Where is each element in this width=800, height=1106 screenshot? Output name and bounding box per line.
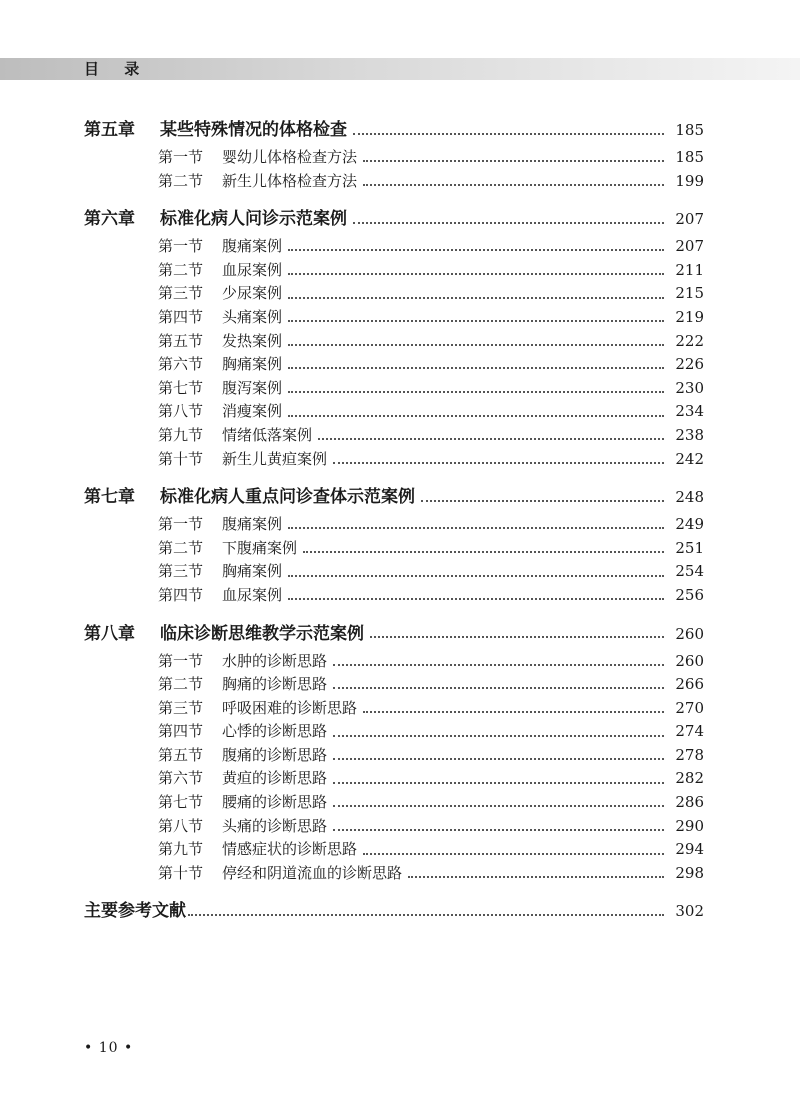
section-title: 腹痛案例	[222, 237, 283, 256]
leader-dots	[370, 635, 664, 638]
section-number: 第一节	[158, 651, 204, 670]
section-entry[interactable]	[84, 584, 704, 608]
section-page: 270	[675, 698, 704, 717]
section-number: 第二节	[158, 171, 204, 190]
section-entry[interactable]	[84, 235, 704, 259]
references-page: 302	[675, 902, 704, 921]
leader-dots	[333, 757, 664, 760]
leader-dots	[333, 828, 664, 831]
section-page: 254	[675, 562, 704, 581]
section-entry[interactable]	[84, 306, 704, 330]
section-page: 294	[675, 840, 704, 859]
section-entry[interactable]	[84, 744, 704, 768]
chapter-page: 248	[675, 488, 704, 507]
section-page: 282	[675, 769, 704, 788]
section-title: 胸痛案例	[222, 562, 283, 581]
section-number: 第四节	[158, 585, 204, 604]
section-title: 头痛的诊断思路	[222, 816, 328, 835]
section-entry[interactable]	[84, 170, 704, 194]
section-title: 新生儿体格检查方法	[222, 171, 358, 190]
leader-dots	[333, 734, 664, 737]
section-title: 胸痛案例	[222, 355, 283, 374]
leader-dots	[363, 852, 664, 855]
section-number: 第三节	[158, 562, 204, 581]
leader-dots	[303, 550, 664, 553]
leader-dots	[408, 875, 664, 878]
section-title: 胸痛的诊断思路	[222, 675, 328, 694]
section-number: 第六节	[158, 355, 204, 374]
table-of-contents	[84, 116, 704, 927]
section-title: 情感症状的诊断思路	[222, 840, 358, 859]
section-number: 第二节	[158, 260, 204, 279]
section-page: 278	[675, 745, 704, 764]
section-page: 298	[675, 863, 704, 882]
section-entry[interactable]	[84, 330, 704, 354]
section-entry[interactable]	[84, 377, 704, 401]
section-title: 腰痛的诊断思路	[222, 793, 328, 812]
chapter-entry[interactable]	[84, 620, 704, 648]
section-title: 头痛案例	[222, 307, 283, 326]
leader-dots	[288, 248, 664, 251]
section-entry[interactable]	[84, 424, 704, 448]
leader-dots	[288, 574, 664, 577]
section-number: 第七节	[158, 378, 204, 397]
section-title: 少尿案例	[222, 284, 283, 303]
leader-dots	[333, 461, 664, 464]
chapter-page: 185	[675, 121, 704, 139]
section-number: 第六节	[158, 769, 204, 788]
section-number: 第一节	[158, 148, 204, 166]
section-page: 222	[675, 331, 704, 350]
leader-dots	[288, 319, 664, 322]
chapter-page: 260	[675, 624, 704, 643]
section-title: 情绪低落案例	[222, 425, 313, 444]
section-title: 发热案例	[222, 331, 283, 350]
section-title: 停经和阴道流血的诊断思路	[222, 863, 403, 882]
section-entry[interactable]	[84, 838, 704, 862]
section-page: 251	[675, 538, 704, 557]
section-title: 心悸的诊断思路	[222, 722, 328, 741]
section-title: 呼吸困难的诊断思路	[222, 698, 358, 717]
section-page: 211	[675, 260, 704, 279]
leader-dots	[288, 526, 664, 529]
section-entry[interactable]	[84, 862, 704, 886]
section-entry[interactable]	[84, 513, 704, 537]
leader-dots	[288, 597, 664, 600]
section-page: 199	[675, 171, 704, 190]
section-title: 消瘦案例	[222, 402, 283, 421]
leader-dots	[363, 710, 664, 713]
page-header-title: 目 录	[84, 60, 150, 78]
chapter-entry[interactable]	[84, 205, 704, 233]
page-number: • 10 •	[84, 1040, 134, 1056]
leader-dots	[333, 781, 664, 784]
chapter-entry[interactable]	[84, 116, 704, 144]
section-number: 第一节	[158, 515, 204, 534]
section-entry[interactable]	[84, 146, 704, 170]
section-entry[interactable]	[84, 650, 704, 674]
section-entry[interactable]	[84, 448, 704, 472]
section-entry[interactable]	[84, 282, 704, 306]
leader-dots	[288, 343, 664, 346]
section-number: 第九节	[158, 425, 204, 444]
leader-dots	[288, 366, 664, 369]
section-number: 第四节	[158, 307, 204, 326]
section-title: 新生儿黄疸案例	[222, 449, 328, 468]
leader-dots	[188, 913, 664, 916]
section-entry[interactable]	[84, 537, 704, 561]
leader-dots	[333, 804, 664, 807]
leader-dots	[353, 221, 664, 224]
section-page: 226	[675, 355, 704, 374]
section-page: 242	[675, 449, 704, 468]
chapter-block	[84, 205, 704, 471]
leader-dots	[288, 390, 664, 393]
section-page: 274	[675, 722, 704, 741]
section-page: 256	[675, 585, 704, 604]
chapter-number: 第七章	[84, 487, 135, 508]
section-title: 水肿的诊断思路	[222, 651, 328, 670]
chapter-entry[interactable]	[84, 483, 704, 511]
section-number: 第三节	[158, 284, 204, 303]
section-entry[interactable]	[84, 697, 704, 721]
chapter-block	[84, 116, 704, 193]
references-entry[interactable]	[84, 897, 704, 925]
section-number: 第五节	[158, 331, 204, 350]
section-number: 第九节	[158, 840, 204, 859]
chapter-title: 临床诊断思维教学示范案例	[160, 623, 364, 644]
section-entry[interactable]	[84, 791, 704, 815]
chapter-page: 207	[675, 210, 704, 229]
section-page: 286	[675, 793, 704, 812]
leader-dots	[421, 499, 664, 502]
section-entry[interactable]	[84, 720, 704, 744]
section-page: 219	[675, 307, 704, 326]
section-page: 230	[675, 378, 704, 397]
section-number: 第四节	[158, 722, 204, 741]
leader-dots	[363, 159, 664, 162]
leader-dots	[363, 183, 664, 186]
section-title: 血尿案例	[222, 585, 283, 604]
section-title: 下腹痛案例	[222, 538, 298, 557]
chapter-title: 标准化病人重点问诊查体示范案例	[160, 487, 415, 508]
section-number: 第一节	[158, 237, 204, 256]
section-number: 第五节	[158, 745, 204, 764]
leader-dots	[288, 296, 664, 299]
chapter-block	[84, 620, 704, 886]
leader-dots	[333, 686, 664, 689]
section-title: 腹痛案例	[222, 515, 283, 534]
section-page: 238	[675, 425, 704, 444]
section-number: 第十节	[158, 449, 204, 468]
section-number: 第三节	[158, 698, 204, 717]
section-number: 第八节	[158, 816, 204, 835]
section-entry[interactable]	[84, 560, 704, 584]
chapter-number: 第八章	[84, 623, 135, 644]
section-page: 185	[675, 148, 704, 166]
section-entry[interactable]	[84, 400, 704, 424]
section-entry[interactable]	[84, 767, 704, 791]
section-number: 第七节	[158, 793, 204, 812]
leader-dots	[318, 437, 664, 440]
section-page: 215	[675, 284, 704, 303]
references-title: 主要参考文献	[84, 901, 186, 922]
section-title: 腹泻案例	[222, 378, 283, 397]
section-page: 266	[675, 675, 704, 694]
chapter-block	[84, 483, 704, 607]
section-entry[interactable]	[84, 353, 704, 377]
section-title: 婴幼儿体格检查方法	[222, 148, 358, 166]
section-page: 234	[675, 402, 704, 421]
section-page: 290	[675, 816, 704, 835]
section-number: 第十节	[158, 863, 204, 882]
chapter-title: 某些特殊情况的体格检查	[160, 120, 347, 140]
leader-dots	[288, 414, 664, 417]
section-entry[interactable]	[84, 815, 704, 839]
leader-dots	[288, 272, 664, 275]
section-title: 腹痛的诊断思路	[222, 745, 328, 764]
section-entry[interactable]	[84, 259, 704, 283]
section-page: 249	[675, 515, 704, 534]
leader-dots	[353, 132, 664, 135]
section-page: 260	[675, 651, 704, 670]
leader-dots	[333, 663, 664, 666]
section-page: 207	[675, 237, 704, 256]
section-title: 血尿案例	[222, 260, 283, 279]
section-title: 黄疸的诊断思路	[222, 769, 328, 788]
chapter-title: 标准化病人问诊示范案例	[160, 209, 347, 230]
section-number: 第八节	[158, 402, 204, 421]
section-number: 第二节	[158, 538, 204, 557]
chapter-number: 第六章	[84, 209, 135, 230]
chapter-number: 第五章	[84, 120, 135, 140]
section-number: 第二节	[158, 675, 204, 694]
section-entry[interactable]	[84, 673, 704, 697]
